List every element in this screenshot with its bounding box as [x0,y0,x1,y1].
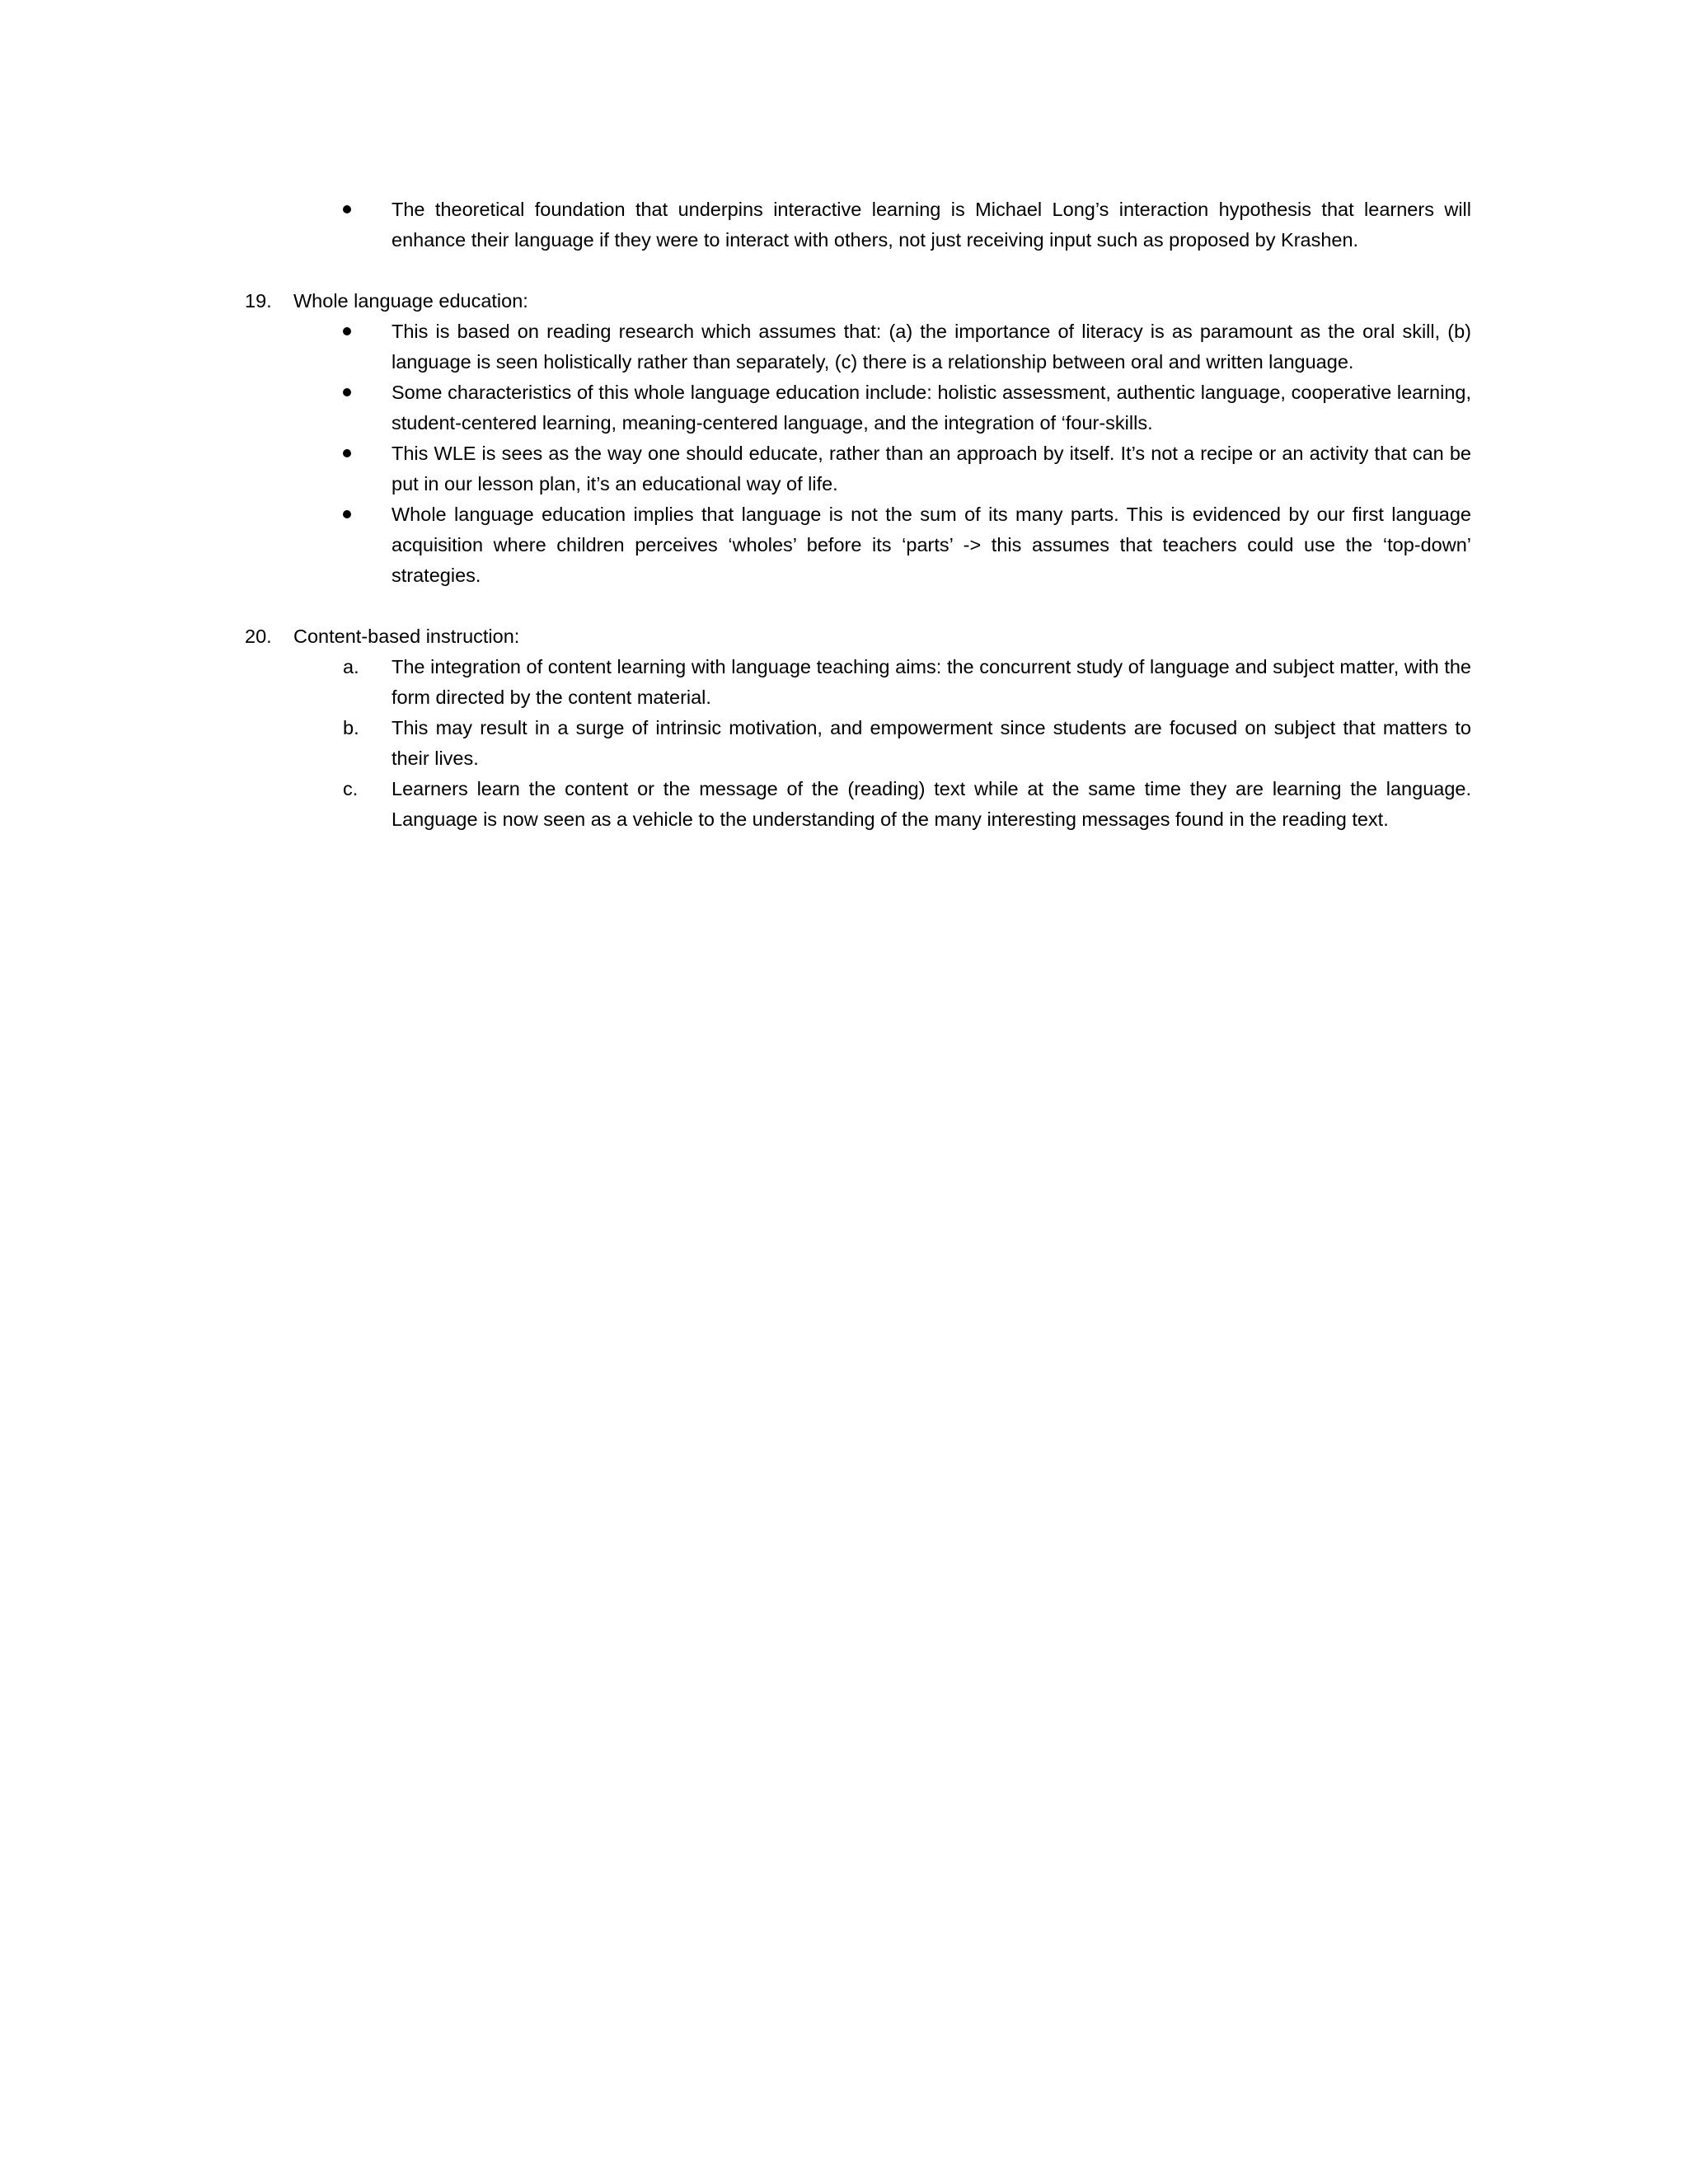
bullet-icon [343,438,368,469]
list-item [245,499,1471,591]
list-item [245,377,1471,438]
section-title: Whole language education: [293,290,528,312]
section-whole-language [245,286,1471,591]
list-item-text: Learners learn the content or the message of the (reading) text while at the same time they are learning the language. Language is now seen as a vehicle to the understanding of the many interesting messages found in the reading text. [392,778,1471,830]
list-item-text: This is based on reading research which assumes that: (a) the importance of literacy is as paramount as the oral skill, (b) language is seen holistically rather than separately, (c) there is a relationship between oral and written language. [392,321,1471,373]
list-item-text: Whole language education implies that language is not the sum of its many parts. This is evidenced by our first language acquisition where children perceives ‘wholes’ before its ‘parts’ -> this assumes that teachers could use the ‘top-down’ strategies. [392,504,1471,586]
section-content-based [245,621,1471,835]
list-marker: a. [343,656,359,677]
list-item [245,194,1471,255]
section-number: 19. [245,290,272,312]
list-item [245,316,1471,377]
list-marker: c. [343,778,359,799]
list-item-text: The integration of content learning with language teaching aims: the concurrent study of language and subject matter, with the form directed by the content material. [392,656,1471,708]
list-item [245,713,1471,774]
section-title: Content-based instruction: [293,626,520,647]
list-item-text: Some characteristics of this whole language education include: holistic assessment, authentic language, cooperative learning, student-centered learning, meaning-centered language, and the integration of ‘four-skills. [392,382,1471,434]
bullet-icon [343,499,368,530]
section-list [293,316,1471,591]
list-item [245,438,1471,499]
list-item-text: This may result in a surge of intrinsic motivation, and empowerment since students are focused on subject that matters to their lives. [392,717,1471,769]
bullet-icon [343,377,368,408]
list-item-text: This WLE is sees as the way one should educate, rather than an approach by itself. It’s not a recipe or an activity that can be put in our lesson plan, it’s an educational way of life. [392,443,1471,494]
section-list [293,652,1471,835]
bullet-icon [343,194,368,225]
list-marker: b. [343,717,359,738]
document-content [245,194,1471,835]
section-number: 20. [245,626,272,647]
list-item-text: The theoretical foundation that underpins interactive learning is Michael Long’s interaction hypothesis that learners will enhance their language if they were to interact with others, not just receiving input such as proposed by Krashen. [392,199,1471,251]
list-item [245,652,1471,713]
bullet-icon [343,316,368,347]
list-item [245,774,1471,835]
